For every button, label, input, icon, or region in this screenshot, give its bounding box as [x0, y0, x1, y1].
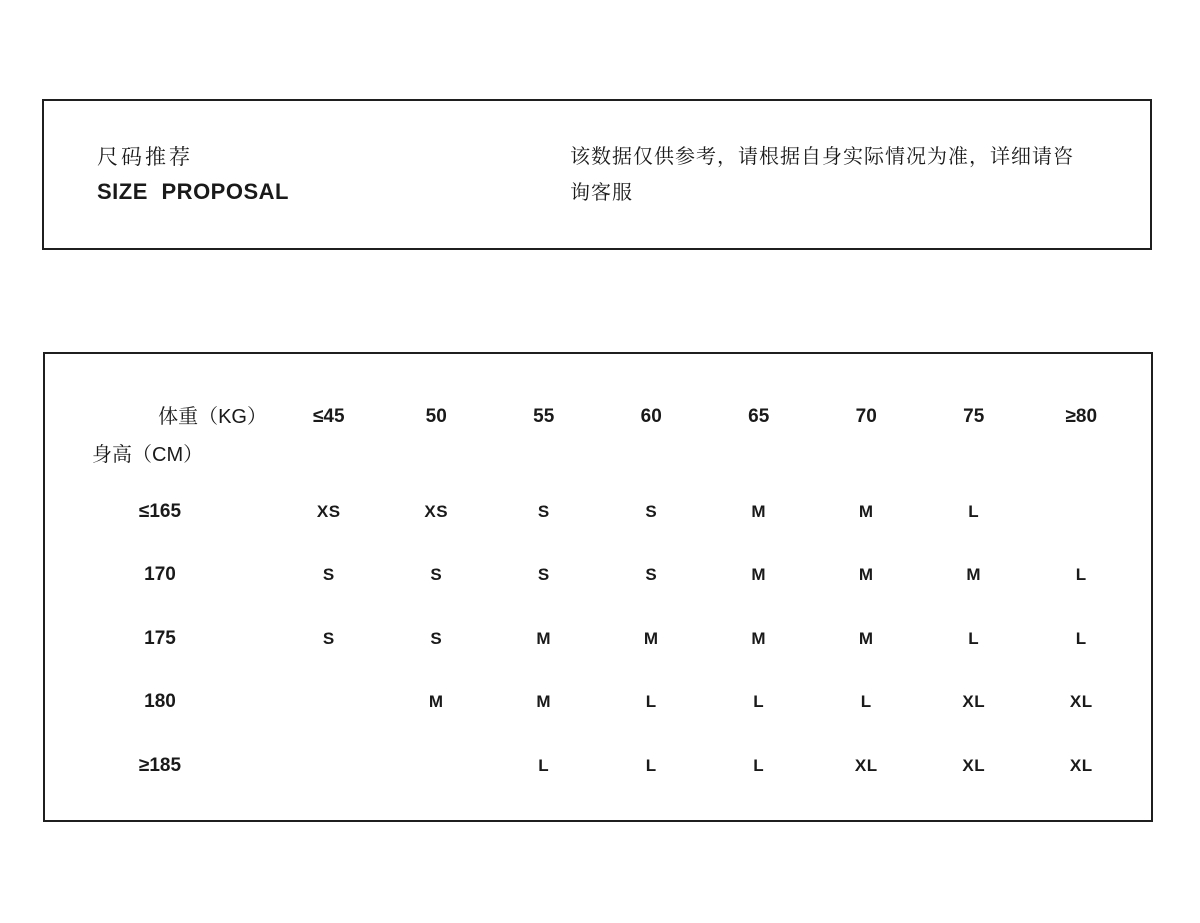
- title-block: [97, 141, 570, 209]
- weight-col-header: 65: [748, 406, 770, 427]
- size-cell: M: [643, 628, 659, 648]
- size-cell: M: [751, 565, 767, 585]
- size-table-panel: [43, 352, 1153, 822]
- size-cell: S: [322, 565, 335, 585]
- size-cell: L: [1075, 565, 1087, 585]
- height-axis-label: 身高（CM）: [92, 444, 204, 466]
- size-cell: L: [645, 755, 657, 775]
- size-cell: S: [537, 501, 550, 521]
- size-cell: S: [322, 628, 335, 648]
- size-cell: [1028, 480, 1136, 544]
- size-cell: L: [753, 692, 765, 712]
- size-cell: L: [538, 755, 550, 775]
- size-cell: M: [428, 692, 444, 712]
- size-cell: [383, 734, 491, 798]
- page-title-zh: 尺码推荐: [97, 145, 193, 169]
- size-cell: S: [430, 565, 443, 585]
- size-cell: M: [536, 628, 552, 648]
- size-cell: M: [858, 628, 874, 648]
- weight-col-header: ≤45: [312, 406, 345, 427]
- page-title-en: SIZE PROPOSAL: [97, 178, 289, 204]
- size-cell: XS: [316, 501, 341, 521]
- height-row-header: 170: [144, 564, 176, 586]
- size-cell: [275, 734, 383, 798]
- size-cell: L: [1075, 628, 1087, 648]
- weight-axis-label: 体重（KG）: [158, 406, 267, 428]
- size-cell: XS: [424, 501, 449, 521]
- size-cell: XL: [1069, 692, 1093, 712]
- size-cell: M: [536, 692, 552, 712]
- height-row-header: ≤165: [138, 500, 182, 522]
- size-table: [45, 354, 1151, 798]
- size-cell: M: [966, 565, 982, 585]
- size-cell: S: [537, 565, 550, 585]
- size-cell: XL: [962, 692, 986, 712]
- disclaimer-text: 该数据仅供参考，请根据自身实际情况为准，详细请咨询客服: [570, 145, 1074, 204]
- size-guide-header-panel: [42, 99, 1152, 250]
- size-cell: M: [751, 628, 767, 648]
- height-row-header: 180: [144, 691, 176, 713]
- size-cell: XL: [854, 755, 878, 775]
- weight-col-header: 70: [855, 406, 877, 427]
- height-row-header: ≥185: [138, 754, 182, 776]
- size-cell: L: [753, 755, 765, 775]
- size-cell: L: [968, 501, 980, 521]
- weight-col-header: 55: [533, 406, 555, 427]
- size-cell: L: [968, 628, 980, 648]
- size-cell: S: [430, 628, 443, 648]
- weight-col-header: 60: [640, 406, 662, 427]
- size-cell: S: [645, 565, 658, 585]
- weight-col-header: 50: [425, 406, 447, 427]
- size-cell: M: [858, 565, 874, 585]
- weight-col-header: ≥80: [1065, 406, 1098, 427]
- size-cell: M: [858, 501, 874, 521]
- size-cell: [275, 671, 383, 735]
- size-cell: L: [645, 692, 657, 712]
- axes-corner-cell: [45, 398, 275, 480]
- size-cell: S: [645, 501, 658, 521]
- size-cell: M: [751, 501, 767, 521]
- weight-col-header: 75: [963, 406, 985, 427]
- height-row-header: 175: [144, 627, 176, 649]
- size-cell: XL: [962, 755, 986, 775]
- size-cell: L: [860, 692, 872, 712]
- size-cell: XL: [1069, 755, 1093, 775]
